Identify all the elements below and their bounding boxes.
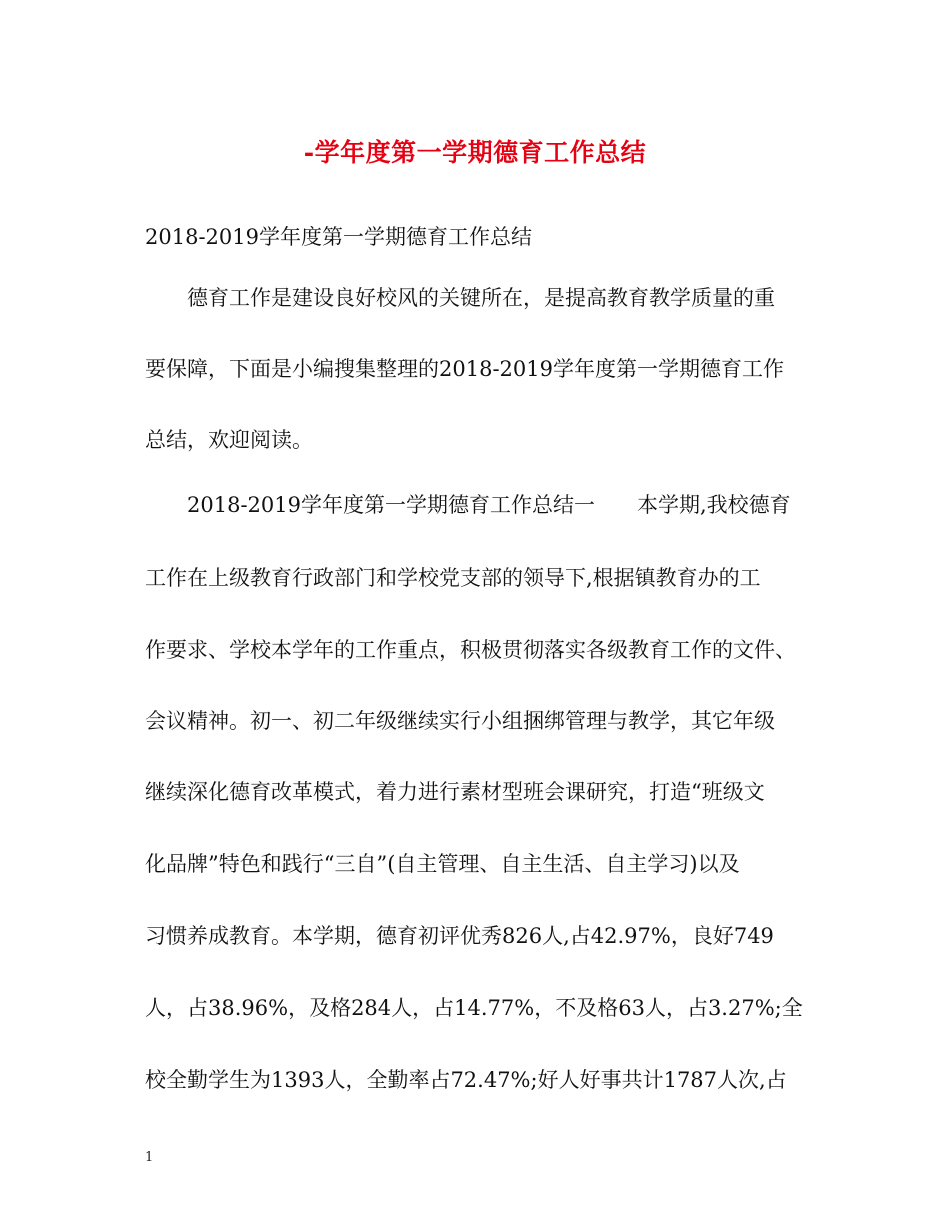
paragraph-line-4: 2018-2019学年度第一学期德育工作总结一 本学期,我校德育 <box>187 493 791 517</box>
paragraph-line-11: 人，占38.96%，及格284人，占14.77%，不及格63人，占3.27%;全 <box>145 996 803 1020</box>
paragraph-line-6: 作要求、学校本学年的工作重点，积极贯彻落实各级教育工作的文件、 <box>145 638 796 662</box>
paragraph-line-12: 校全勤学生为1393人，全勤率占72.47%;好人好事共计1787人次,占 <box>145 1068 787 1092</box>
paragraph-line-9: 化品牌”特色和践行“三自”(自主管理、自主生活、自主学习)以及 <box>145 852 740 876</box>
page-number: 1 <box>145 1150 154 1165</box>
paragraph-line-8: 继续深化德育改革模式，着力进行素材型班会课研究，打造“班级文 <box>145 780 765 804</box>
paragraph-line-7: 会议精神。初一、初二年级继续实行小组捆绑管理与教学，其它年级 <box>145 709 775 733</box>
paragraph-line-1: 德育工作是建设良好校风的关键所在，是提高教育教学质量的重 <box>187 286 775 310</box>
paragraph-line-2: 要保障，下面是小编搜集整理的2018-2019学年度第一学期德育工作 <box>145 357 784 381</box>
document-subtitle: 2018-2019学年度第一学期德育工作总结 <box>145 225 532 249</box>
paragraph-line-10: 习惯养成教育。本学期，德育初评优秀826人,占42.97%，良好749 <box>145 924 774 948</box>
paragraph-line-5: 工作在上级教育行政部门和学校党支部的领导下,根据镇教育办的工 <box>145 566 761 590</box>
paragraph-line-3: 总结，欢迎阅读。 <box>145 428 313 452</box>
document-title: -学年度第一学期德育工作总结 <box>303 138 647 167</box>
